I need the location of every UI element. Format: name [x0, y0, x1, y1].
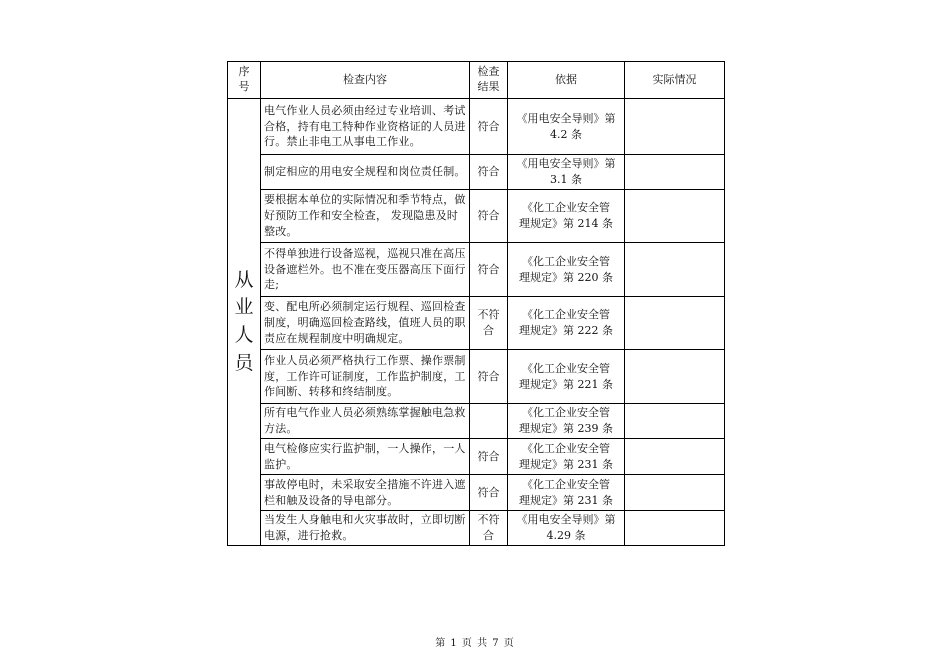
- actual-cell: [625, 511, 725, 546]
- table-row: [228, 155, 725, 190]
- actual-cell: [625, 350, 725, 404]
- header-basis: 依据: [508, 62, 625, 99]
- content-cell: 电气作业人员必须由经过专业培训、考试合格，持有电工特种作业资格证的人员进行。禁止非电工从事电工作业。: [261, 99, 470, 155]
- result-cell: 符合: [470, 99, 508, 155]
- actual-cell: [625, 439, 725, 475]
- content-cell: 事故停电时，未采取安全措施不许进入遮栏和触及设备的导电部分。: [261, 475, 470, 511]
- actual-cell: [625, 475, 725, 511]
- actual-cell: [625, 297, 725, 350]
- table-header-row: [228, 62, 725, 99]
- result-cell: [470, 404, 508, 439]
- content-cell: 变、配电所必须制定运行规程、巡回检查制度，明确巡回检查路线，值班人员的职责应在规程制度中明确规定。: [261, 297, 470, 350]
- actual-cell: [625, 190, 725, 243]
- table-row: [228, 439, 725, 475]
- basis-cell: 《化工企业安全管 理规定》第 231 条: [508, 439, 625, 475]
- header-seq: 序 号: [228, 62, 261, 99]
- result-cell: 符合: [470, 243, 508, 297]
- basis-cell: 《化工企业安全管 理规定》第 220 条: [508, 243, 625, 297]
- content-cell: 要根据本单位的实际情况和季节特点，做好预防工作和安全检查， 发现隐患及时整改。: [261, 190, 470, 243]
- table-row: [228, 404, 725, 439]
- basis-cell: 《化工企业安全管 理规定》第 222 条: [508, 297, 625, 350]
- inspection-table: [227, 61, 725, 546]
- table-row: [228, 190, 725, 243]
- result-cell: 不符 合: [470, 297, 508, 350]
- result-cell: 不符 合: [470, 511, 508, 546]
- actual-cell: [625, 99, 725, 155]
- actual-cell: [625, 404, 725, 439]
- table-row: [228, 243, 725, 297]
- basis-cell: 《化工企业安全管 理规定》第 239 条: [508, 404, 625, 439]
- basis-cell: 《化工企业安全管 理规定》第 231 条: [508, 475, 625, 511]
- header-result: 检查 结果: [470, 62, 508, 99]
- header-actual: 实际情况: [625, 62, 725, 99]
- result-cell: 符合: [470, 350, 508, 404]
- table-row: [228, 475, 725, 511]
- result-cell: 符合: [470, 155, 508, 190]
- basis-cell: 《用电安全导则》第 4.2 条: [508, 99, 625, 155]
- content-cell: 不得单独进行设备巡视，巡视只准在高压设备遮栏外。也不准在变压器高压下面行走;: [261, 243, 470, 297]
- basis-cell: 《化工企业安全管 理规定》第 221 条: [508, 350, 625, 404]
- table-row: [228, 511, 725, 546]
- basis-cell: 《用电安全导则》第 4.29 条: [508, 511, 625, 546]
- content-cell: 当发生人身触电和火灾事故时，立即切断电源，进行抢救。: [261, 511, 470, 546]
- actual-cell: [625, 243, 725, 297]
- category-cell: 从 业 人 员: [228, 99, 261, 546]
- result-cell: 符合: [470, 439, 508, 475]
- result-cell: 符合: [470, 190, 508, 243]
- basis-cell: 《化工企业安全管 理规定》第 214 条: [508, 190, 625, 243]
- header-content: 检查内容: [261, 62, 470, 99]
- table-row: [228, 99, 725, 155]
- page-number: 第 1 页 共 7 页: [435, 638, 515, 649]
- basis-cell: 《用电安全导则》第 3.1 条: [508, 155, 625, 190]
- table-row: [228, 350, 725, 404]
- content-cell: 作业人员必须严格执行工作票、操作票制度，工作许可证制度，工作监护制度，工作间断、转移和终结制度。: [261, 350, 470, 404]
- content-cell: 电气检修应实行监护制，一人操作，一人监护。: [261, 439, 470, 475]
- content-cell: 制定相应的用电安全规程和岗位责任制。: [261, 155, 470, 190]
- table-row: [228, 297, 725, 350]
- actual-cell: [625, 155, 725, 190]
- result-cell: 符合: [470, 475, 508, 511]
- content-cell: 所有电气作业人员必须熟练掌握触电急救方法。: [261, 404, 470, 439]
